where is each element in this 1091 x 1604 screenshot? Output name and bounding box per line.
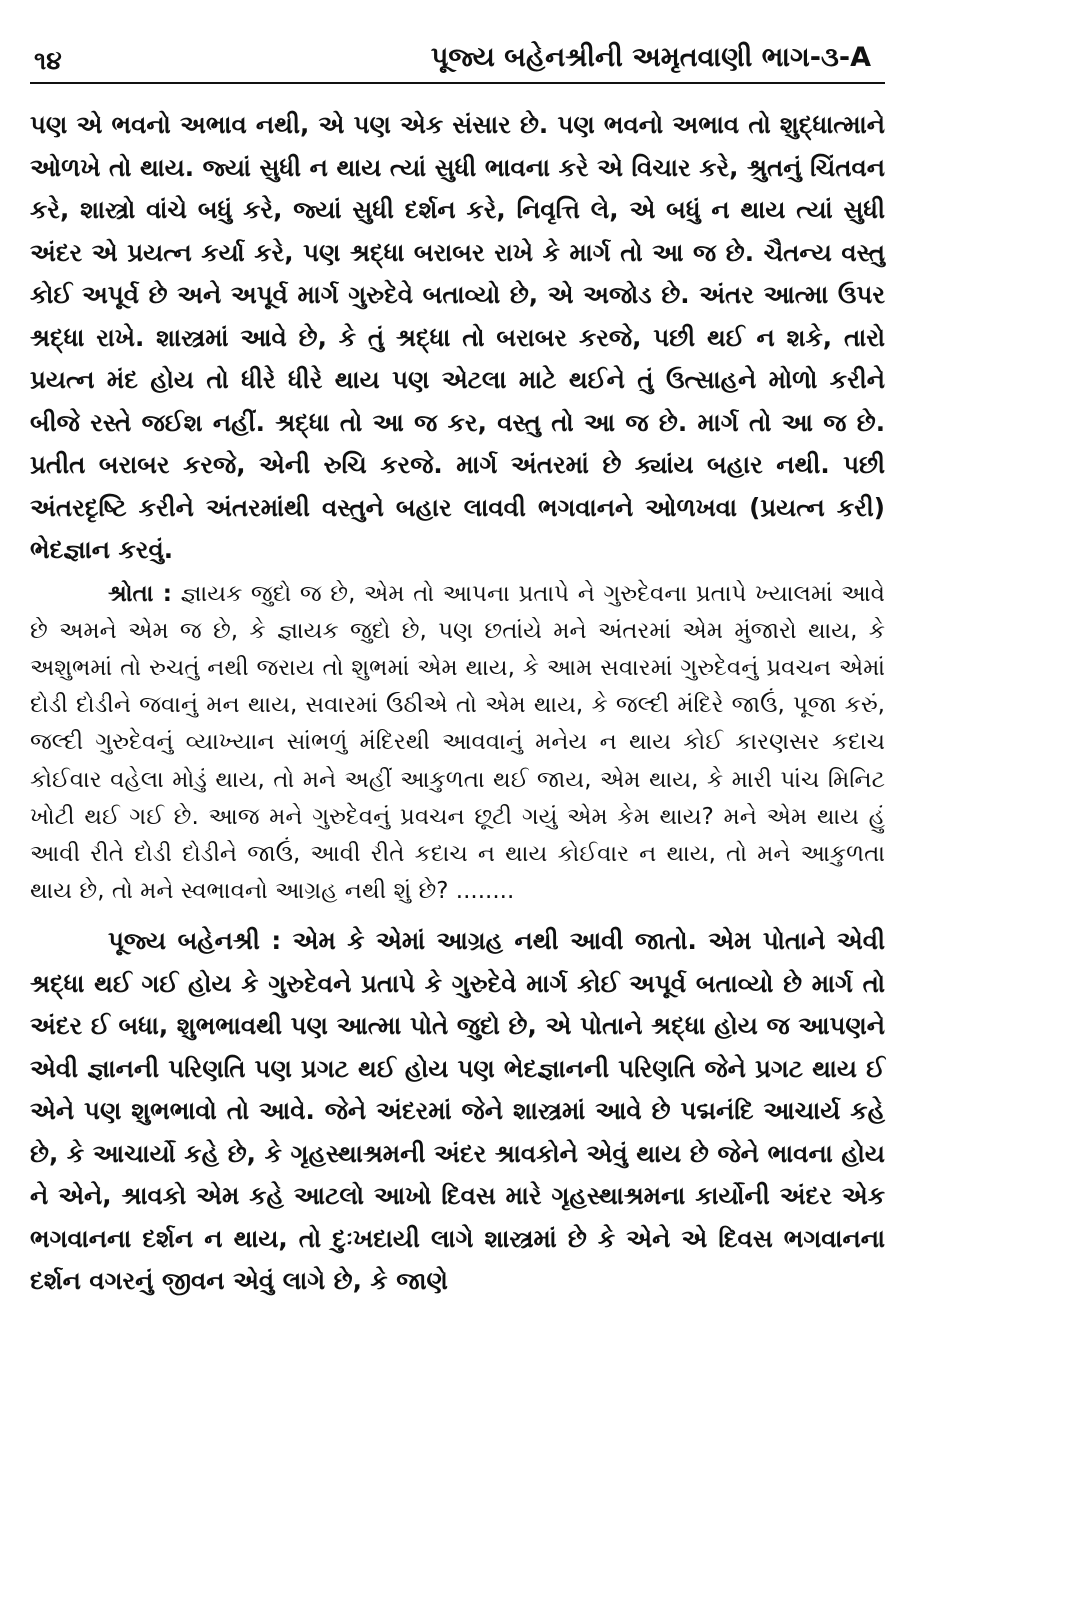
continuation-paragraph: પણ એ ભવનો અભાવ નથી, એ પણ એક સંસાર છે. પણ ભવનો અભાવ તો શુદ્ધાત્માને ઓળખે તો થાય. જ્યાં સુધી ન થાય ત્યાં સુધી ભાવના કરે એ વિચાર કરે, શ્રુતનું ચિંતવન કરે, શાસ્ત્રો વાંચે બધું કરે, જ્યાં સુધી દર્શન કરે, નિવૃત્તિ લે, એ બધું ન થાય ત્યાં સુધી અંદર એ પ્રયત્ન કર્યા કરે, પણ શ્રદ્ધા બરાબર રાખે કે માર્ગ તો આ જ છે. ચૈતન્ય વસ્તુ કોઈ અપૂર્વ છે અને અપૂર્વ માર્ગ ગુરુદેવે બતાવ્યો છે, એ અજોડ છે. અંતર આત્મા ઉપર શ્રદ્ધા રાખે. શાસ્ત્રમાં આવે છે, કે તું શ્રદ્ધા તો બરાબર કરજે, પછી થઈ ન શકે, તારો પ્રયત્ન મંદ હોય તો ધીરે ધીરે થાય પણ એટલા માટે થઈને તું ઉત્સાહને મોળો કરીને બીજે રસ્તે જઈશ નહીં. શ્રદ્ધા તો આ જ કર, વસ્તુ તો આ જ છે. માર્ગ તો આ જ છે. પ્રતીત બરાબર કરજે, એની રુચિ કરજે. માર્ગ અંતરમાં છે ક્યાંય બહાર નથી. પછી અંતરદૃષ્ટિ કરીને અંતરમાંથી વસ્તુને બહાર લાવવી ભગવાનને ઓળખવા (પ્રયત્ન કરી) ભેદજ્ઞાન કરવું. [30,110,886,564]
page-header [30,0,885,84]
question-speaker: શ્રોતા : [108,580,172,607]
question-text: જ્ઞાયક જુદો જ છે, એમ તો આપના પ્રતાપે ને ગુરુદેવના પ્રતાપે ખ્યાલમાં આવે છે અમને એમ જ છે, કે જ્ઞાયક જુદો છે, પણ છતાંયે મને અંતરમાં એમ મુંજારો થાય, કે અશુભમાં તો રુચતું નથી જરાય તો શુભમાં એમ થાય, કે આમ સવારમાં ગુરુદેવનું પ્રવચન એમાં દોડી દોડીને જવાનું મન થાય, સવારમાં ઉઠીએ તો એમ થાય, કે જલ્દી મંદિરે જાઉં, પૂજા કરું, જલ્દી ગુરુદેવનું વ્યાખ્યાન સાંભળું મંદિરથી આવવાનું મનેય ન થાય કોઈ કારણસર કદાચ કોઈવાર વહેલા મોડું થાય, તો મને અહીં આકુળતા થઈ જાય, એમ થાય, કે મારી પાંચ મિનિટ ખોટી થઈ ગઈ છે. આજ મને ગુરુદેવનું પ્રવચન છૂટી ગયું એમ કેમ થાય? મને એમ થાય હું આવી રીતે દોડી દોડીને જાઉં, આવી રીતે કદાચ ન થાય કોઈવાર ન થાય, તો મને આકુળતા થાય છે, તો મને સ્વભાવનો આગ્રહ નથી શું છે? ........ [30,580,886,905]
running-title: પૂજ્ય બહેનશ્રીની અમૃતવાણી ભાગ-૩-A [430,42,871,73]
answer-paragraph [30,920,885,1303]
question-paragraph [30,576,885,911]
answer-text: એમ કે એમાં આગ્રહ નથી આવી જાતો. એમ પોતાને એવી શ્રદ્ધા થઈ ગઈ હોય કે ગુરુદેવને પ્રતાપે કે ગુરુદેવે માર્ગ કોઈ અપૂર્વ બતાવ્યો છે માર્ગ તો અંદર ઈ બધા, શુભભાવથી પણ આત્મા પોતે જુદો છે, એ પોતાને શ્રદ્ધા હોય જ આપણને એવી જ્ઞાનની પરિણતિ પણ પ્રગટ થઈ હોય પણ ભેદજ્ઞાનની પરિણતિ જેને પ્રગટ થાય ઈ એને પણ શુભભાવો તો આવે. જેને અંદરમાં જેને શાસ્ત્રમાં આવે છે પદ્મનંદિ આચાર્ય કહે છે, કે આચાર્યો કહે છે, કે ગૃહસ્થાશ્રમની અંદર શ્રાવકોને એવું થાય છે જેને ભાવના હોય ને એને, શ્રાવકો એમ કહે આટલો આખો દિવસ મારે ગૃહસ્થાશ્રમના કાર્યોની અંદર એક ભગવાનના દર્શન ન થાય, તો દુઃખદાયી લાગે શાસ્ત્રમાં છે કે એને એ દિવસ ભગવાનના દર્શન વગરનું જીવન એવું લાગે છે, કે જાણે [30,926,886,1296]
page-body [30,104,885,1303]
answer-speaker: પૂજ્ય બહેનશ્રી : [108,926,282,956]
page-number: ૧૪ [34,46,62,75]
book-page [30,0,885,1303]
